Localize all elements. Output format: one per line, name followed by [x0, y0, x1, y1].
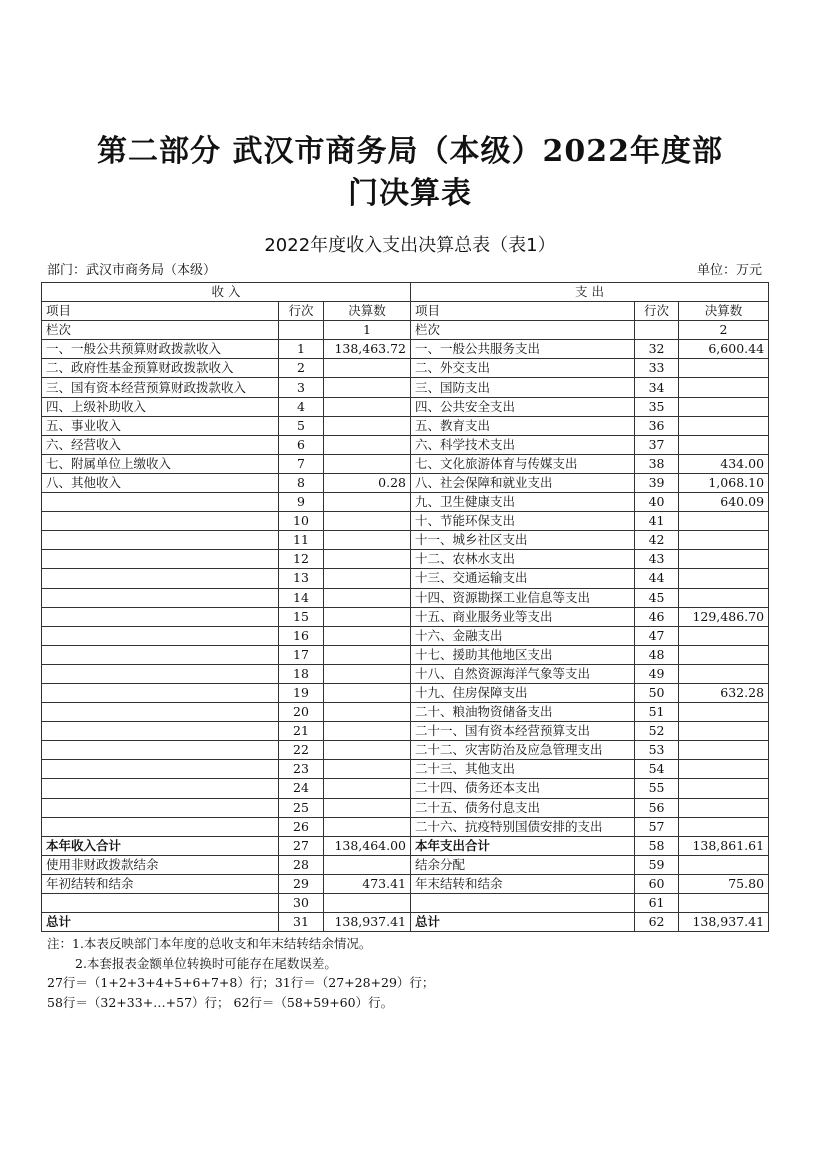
- income-row-no: 5: [279, 416, 324, 435]
- expense-col-index: 2: [679, 321, 769, 340]
- table-row: [42, 817, 769, 836]
- income-item: 一、一般公共预算财政拨款收入: [42, 340, 279, 359]
- expense-item: 九、卫生健康支出: [411, 493, 635, 512]
- expense-amount: [679, 779, 769, 798]
- expense-row-no: 41: [635, 512, 679, 531]
- income-amount: [324, 626, 411, 645]
- income-amount: [324, 741, 411, 760]
- income-item: [42, 741, 279, 760]
- expense-item: 十八、自然资源海洋气象等支出: [411, 664, 635, 683]
- expense-row-no: 58: [635, 836, 679, 855]
- expense-amount: 138,937.41: [679, 913, 769, 932]
- expense-amount: [679, 378, 769, 397]
- expense-row-no: 48: [635, 645, 679, 664]
- table-row: [42, 454, 769, 473]
- column-header-row: [42, 302, 769, 321]
- expense-row-no: 33: [635, 359, 679, 378]
- expense-item: 一、一般公共服务支出: [411, 340, 635, 359]
- income-item: [42, 817, 279, 836]
- expense-item: 六、科学技术支出: [411, 435, 635, 454]
- section-header-row: [42, 283, 769, 302]
- budget-table: [41, 282, 769, 932]
- expense-row-no: 38: [635, 454, 679, 473]
- expense-amount: 129,486.70: [679, 607, 769, 626]
- income-item: [42, 607, 279, 626]
- expense-amount: 6,600.44: [679, 340, 769, 359]
- expense-item: 四、公共安全支出: [411, 397, 635, 416]
- income-amount-header: 决算数: [324, 302, 411, 321]
- table-row: [42, 683, 769, 702]
- expense-row-no: 37: [635, 435, 679, 454]
- income-item: 六、经营收入: [42, 435, 279, 454]
- income-col-index: 1: [324, 321, 411, 340]
- income-item: [42, 550, 279, 569]
- expense-row-no: 47: [635, 626, 679, 645]
- expense-amount: [679, 512, 769, 531]
- income-item: [42, 894, 279, 913]
- expense-item: 二十五、债务付息支出: [411, 798, 635, 817]
- empty-cell: [635, 321, 679, 340]
- income-amount: [324, 722, 411, 741]
- income-amount: [324, 894, 411, 913]
- table-row: [42, 550, 769, 569]
- table-row: [42, 664, 769, 683]
- table-row: [42, 779, 769, 798]
- expense-amount: [679, 645, 769, 664]
- expense-row-no: 50: [635, 683, 679, 702]
- income-amount: [324, 760, 411, 779]
- expense-item: 五、教育支出: [411, 416, 635, 435]
- expense-amount: 1,068.10: [679, 473, 769, 492]
- income-row-no: 3: [279, 378, 324, 397]
- income-item: [42, 683, 279, 702]
- table-row: [42, 569, 769, 588]
- expense-header: 支 出: [411, 283, 769, 302]
- table-row: [42, 626, 769, 645]
- income-amount: [324, 378, 411, 397]
- expense-row-no: 39: [635, 473, 679, 492]
- income-index-label: 栏次: [42, 321, 279, 340]
- table-row: [42, 435, 769, 454]
- income-row-no: 15: [279, 607, 324, 626]
- income-header: 收 入: [42, 283, 411, 302]
- expense-amount: [679, 760, 769, 779]
- income-row-no: 17: [279, 645, 324, 664]
- expense-row-no: 43: [635, 550, 679, 569]
- expense-row-no: 57: [635, 817, 679, 836]
- income-item: 七、附属单位上缴收入: [42, 454, 279, 473]
- income-row-no: 31: [279, 913, 324, 932]
- expense-row-header: 行次: [635, 302, 679, 321]
- expense-item: 三、国防支出: [411, 378, 635, 397]
- income-item: 五、事业收入: [42, 416, 279, 435]
- income-row-no: 23: [279, 760, 324, 779]
- total-row: [42, 913, 769, 932]
- expense-item: 七、文化旅游体育与传媒支出: [411, 454, 635, 473]
- income-row-no: 12: [279, 550, 324, 569]
- expense-row-no: 35: [635, 397, 679, 416]
- income-row-no: 28: [279, 855, 324, 874]
- expense-amount: 640.09: [679, 493, 769, 512]
- expense-amount-header: 决算数: [679, 302, 769, 321]
- expense-row-no: 46: [635, 607, 679, 626]
- income-row-no: 4: [279, 397, 324, 416]
- expense-item: 二十、粮油物资储备支出: [411, 703, 635, 722]
- expense-amount: [679, 741, 769, 760]
- income-amount: [324, 550, 411, 569]
- expense-row-no: 56: [635, 798, 679, 817]
- table-row: [42, 703, 769, 722]
- expense-row-no: 45: [635, 588, 679, 607]
- income-amount: [324, 435, 411, 454]
- unit-label: 单位：万元: [696, 263, 762, 278]
- expense-amount: 632.28: [679, 683, 769, 702]
- income-row-header: 行次: [279, 302, 324, 321]
- income-row-no: 19: [279, 683, 324, 702]
- note-line: 27行＝（1+2+3+4+5+6+7+8）行；31行＝（27+28+29）行；: [47, 975, 435, 990]
- expense-amount: [679, 626, 769, 645]
- table-row: [42, 874, 769, 893]
- income-amount: 138,937.41: [324, 913, 411, 932]
- income-item: 使用非财政拨款结余: [42, 855, 279, 874]
- income-row-no: 7: [279, 454, 324, 473]
- income-row-no: 6: [279, 435, 324, 454]
- income-item: [42, 703, 279, 722]
- expense-amount: [679, 550, 769, 569]
- expense-amount: [679, 798, 769, 817]
- expense-row-no: 51: [635, 703, 679, 722]
- income-amount: [324, 493, 411, 512]
- expense-item: 二十四、债务还本支出: [411, 779, 635, 798]
- expense-item: 二十一、国有资本经营预算支出: [411, 722, 635, 741]
- expense-item: 十三、交通运输支出: [411, 569, 635, 588]
- income-amount: [324, 512, 411, 531]
- income-item: [42, 798, 279, 817]
- column-index-row: [42, 321, 769, 340]
- income-row-no: 9: [279, 493, 324, 512]
- table-row: [42, 722, 769, 741]
- income-item: 本年收入合计: [42, 836, 279, 855]
- page-title-line2: 门决算表: [348, 176, 472, 211]
- income-amount: [324, 607, 411, 626]
- expense-amount: [679, 359, 769, 378]
- table-row: [42, 340, 769, 359]
- income-amount: [324, 817, 411, 836]
- expense-row-no: 59: [635, 855, 679, 874]
- expense-row-no: 49: [635, 664, 679, 683]
- expense-item: 十七、援助其他地区支出: [411, 645, 635, 664]
- income-row-no: 8: [279, 473, 324, 492]
- table-row: [42, 760, 769, 779]
- income-row-no: 27: [279, 836, 324, 855]
- expense-amount: [679, 664, 769, 683]
- empty-cell: [279, 321, 324, 340]
- income-item: [42, 645, 279, 664]
- expense-amount: [679, 435, 769, 454]
- income-row-no: 25: [279, 798, 324, 817]
- income-row-no: 24: [279, 779, 324, 798]
- expense-amount: 434.00: [679, 454, 769, 473]
- income-amount: 138,463.72: [324, 340, 411, 359]
- table-row: [42, 416, 769, 435]
- table-row: [42, 397, 769, 416]
- income-amount: [324, 779, 411, 798]
- income-amount: [324, 454, 411, 473]
- income-row-no: 13: [279, 569, 324, 588]
- table-row: [42, 378, 769, 397]
- income-amount: [324, 416, 411, 435]
- expense-amount: [679, 722, 769, 741]
- income-amount: 0.28: [324, 473, 411, 492]
- income-item: [42, 493, 279, 512]
- expense-item: 十九、住房保障支出: [411, 683, 635, 702]
- income-amount: [324, 664, 411, 683]
- income-item: 年初结转和结余: [42, 874, 279, 893]
- table-row: [42, 741, 769, 760]
- table-row: [42, 493, 769, 512]
- expense-row-no: 62: [635, 913, 679, 932]
- table-row: [42, 855, 769, 874]
- footnotes: [47, 934, 434, 1012]
- income-item: [42, 664, 279, 683]
- expense-row-no: 34: [635, 378, 679, 397]
- income-row-no: 22: [279, 741, 324, 760]
- expense-row-no: 40: [635, 493, 679, 512]
- table-row: [42, 607, 769, 626]
- expense-row-no: 54: [635, 760, 679, 779]
- income-item: 三、国有资本经营预算财政拨款收入: [42, 378, 279, 397]
- income-row-no: 18: [279, 664, 324, 683]
- expense-item: 十、节能环保支出: [411, 512, 635, 531]
- expense-amount: [679, 817, 769, 836]
- income-amount: 473.41: [324, 874, 411, 893]
- income-item: [42, 760, 279, 779]
- table-row: [42, 531, 769, 550]
- income-row-no: 10: [279, 512, 324, 531]
- expense-amount: [679, 703, 769, 722]
- expense-item: 十二、农林水支出: [411, 550, 635, 569]
- income-row-no: 2: [279, 359, 324, 378]
- income-row-no: 11: [279, 531, 324, 550]
- income-item: [42, 531, 279, 550]
- table-row: [42, 512, 769, 531]
- income-row-no: 21: [279, 722, 324, 741]
- expense-row-no: 52: [635, 722, 679, 741]
- income-item: [42, 512, 279, 531]
- expense-row-no: 42: [635, 531, 679, 550]
- expense-item: 二、外交支出: [411, 359, 635, 378]
- expense-amount: [679, 569, 769, 588]
- income-amount: [324, 798, 411, 817]
- expense-row-no: 60: [635, 874, 679, 893]
- expense-item: 本年支出合计: [411, 836, 635, 855]
- expense-item: 年末结转和结余: [411, 874, 635, 893]
- income-item: [42, 626, 279, 645]
- note-line: 注：1.本表反映部门本年度的总收支和年末结转结余情况。: [47, 936, 372, 951]
- expense-amount: [679, 416, 769, 435]
- expense-row-no: 53: [635, 741, 679, 760]
- income-amount: [324, 397, 411, 416]
- expense-row-no: 32: [635, 340, 679, 359]
- expense-row-no: 44: [635, 569, 679, 588]
- expense-item: 十六、金融支出: [411, 626, 635, 645]
- income-row-no: 30: [279, 894, 324, 913]
- income-row-no: 14: [279, 588, 324, 607]
- table-title: 2022年度收入支出决算总表（表1）: [264, 235, 556, 256]
- expense-row-no: 61: [635, 894, 679, 913]
- income-amount: [324, 359, 411, 378]
- income-item: 八、其他收入: [42, 473, 279, 492]
- department-label: 部门：武汉市商务局（本级）: [47, 263, 217, 278]
- expense-index-label: 栏次: [411, 321, 635, 340]
- income-amount: [324, 855, 411, 874]
- expense-item: 总计: [411, 913, 635, 932]
- income-item: 二、政府性基金预算财政拨款收入: [42, 359, 279, 378]
- note-line: 2.本套报表金额单位转换时可能存在尾数误差。: [75, 955, 337, 971]
- page-title: 第二部分 武汉市商务局（本级）2022年度部: [97, 134, 723, 169]
- expense-amount: [679, 531, 769, 550]
- income-item: [42, 722, 279, 741]
- income-item: [42, 569, 279, 588]
- expense-item-header: 项目: [411, 302, 635, 321]
- income-row-no: 26: [279, 817, 324, 836]
- expense-amount: 138,861.61: [679, 836, 769, 855]
- expense-item: 结余分配: [411, 855, 635, 874]
- expense-item: 十五、商业服务业等支出: [411, 607, 635, 626]
- expense-amount: [679, 894, 769, 913]
- income-amount: [324, 683, 411, 702]
- income-amount: [324, 588, 411, 607]
- expense-item: 十一、城乡社区支出: [411, 531, 635, 550]
- expense-item: [411, 894, 635, 913]
- income-amount: [324, 569, 411, 588]
- income-row-no: 29: [279, 874, 324, 893]
- note-line: 58行＝（32+33+…+57）行； 62行＝（58+59+60）行。: [47, 994, 394, 1010]
- income-amount: 138,464.00: [324, 836, 411, 855]
- income-row-no: 1: [279, 340, 324, 359]
- table-row: [42, 473, 769, 492]
- income-row-no: 20: [279, 703, 324, 722]
- table-row: [42, 645, 769, 664]
- table-row: [42, 894, 769, 913]
- expense-amount: [679, 588, 769, 607]
- expense-item: 二十二、灾害防治及应急管理支出: [411, 741, 635, 760]
- expense-row-no: 55: [635, 779, 679, 798]
- expense-row-no: 36: [635, 416, 679, 435]
- income-item: 总计: [42, 913, 279, 932]
- expense-amount: [679, 397, 769, 416]
- expense-item: 八、社会保障和就业支出: [411, 473, 635, 492]
- expense-amount: 75.80: [679, 874, 769, 893]
- income-item-header: 项目: [42, 302, 279, 321]
- income-row-no: 16: [279, 626, 324, 645]
- table-row: [42, 588, 769, 607]
- income-item: [42, 588, 279, 607]
- subtotal-row: [42, 836, 769, 855]
- income-item: [42, 779, 279, 798]
- income-item: 四、上级补助收入: [42, 397, 279, 416]
- income-amount: [324, 645, 411, 664]
- income-amount: [324, 531, 411, 550]
- expense-item: 二十三、其他支出: [411, 760, 635, 779]
- expense-item: 十四、资源勘探工业信息等支出: [411, 588, 635, 607]
- table-row: [42, 798, 769, 817]
- expense-item: 二十六、抗疫特别国债安排的支出: [411, 817, 635, 836]
- income-amount: [324, 703, 411, 722]
- expense-amount: [679, 855, 769, 874]
- table-row: [42, 359, 769, 378]
